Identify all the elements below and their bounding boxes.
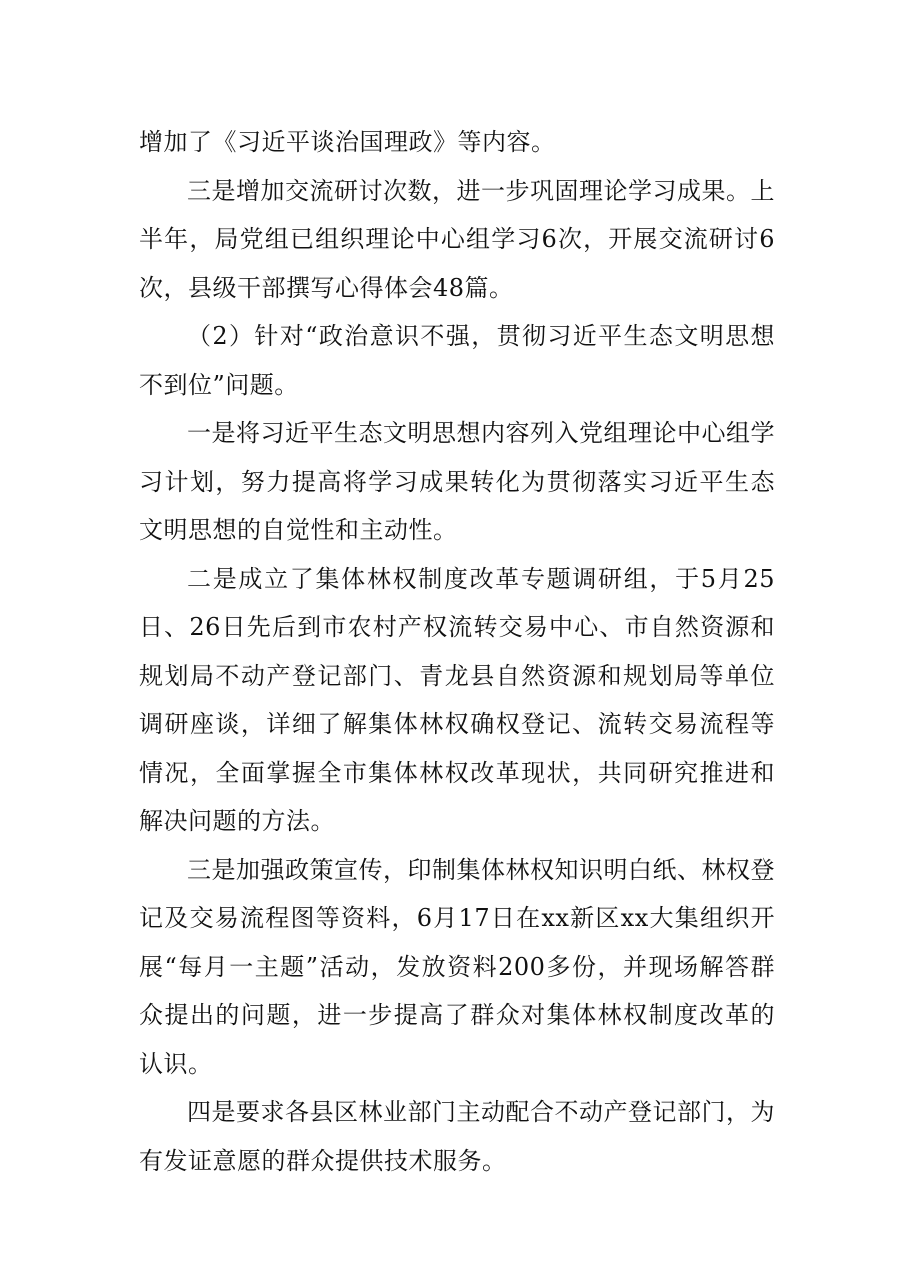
paragraph-policy-promotion: 三是加强政策宣传，印制集体林权知识明白纸、林权登记及交易流程图等资料，6月17日在xx新区xx大集组织开展“每月一主题”活动，发放资料200多份，并现场解答群众提出的问题，进一步提高了群众对集体林权制度改革的认识。 — [139, 855, 775, 1078]
paragraph-exchange-seminars: 三是增加交流研讨次数，进一步巩固理论学习成果。上半年，局党组已组织理论中心组学习6次，开展交流研讨6次，县级干部撰写心得体会48篇。 — [139, 176, 775, 302]
paragraph-study-plan: 一是将习近平生态文明思想内容列入党组理论中心组学习计划，努力提高将学习成果转化为贯彻落实习近平生态文明思想的自觉性和主动性。 — [139, 419, 775, 544]
paragraph-continuation: 增加了《习近平谈治国理政》等内容。 — [139, 128, 556, 156]
document-body — [139, 118, 775, 1185]
paragraph-research-group: 二是成立了集体林权制度改革专题调研组，于5月25日、26日先后到市农村产权流转交易中心、市自然资源和规划局不动产登记部门、青龙县自然资源和规划局等单位调研座谈，详细了解集体林权确权登记、流转交易流程等情况，全面掌握全市集体林权改革现状，共同研究推进和解决问题的方法。 — [139, 564, 775, 835]
section-heading-political-awareness: （2）针对“政治意识不强，贯彻习近平生态文明思想不到位”问题。 — [139, 322, 775, 399]
paragraph-technical-service: 四是要求各县区林业部门主动配合不动产登记部门，为有发证意愿的群众提供技术服务。 — [139, 1098, 775, 1175]
